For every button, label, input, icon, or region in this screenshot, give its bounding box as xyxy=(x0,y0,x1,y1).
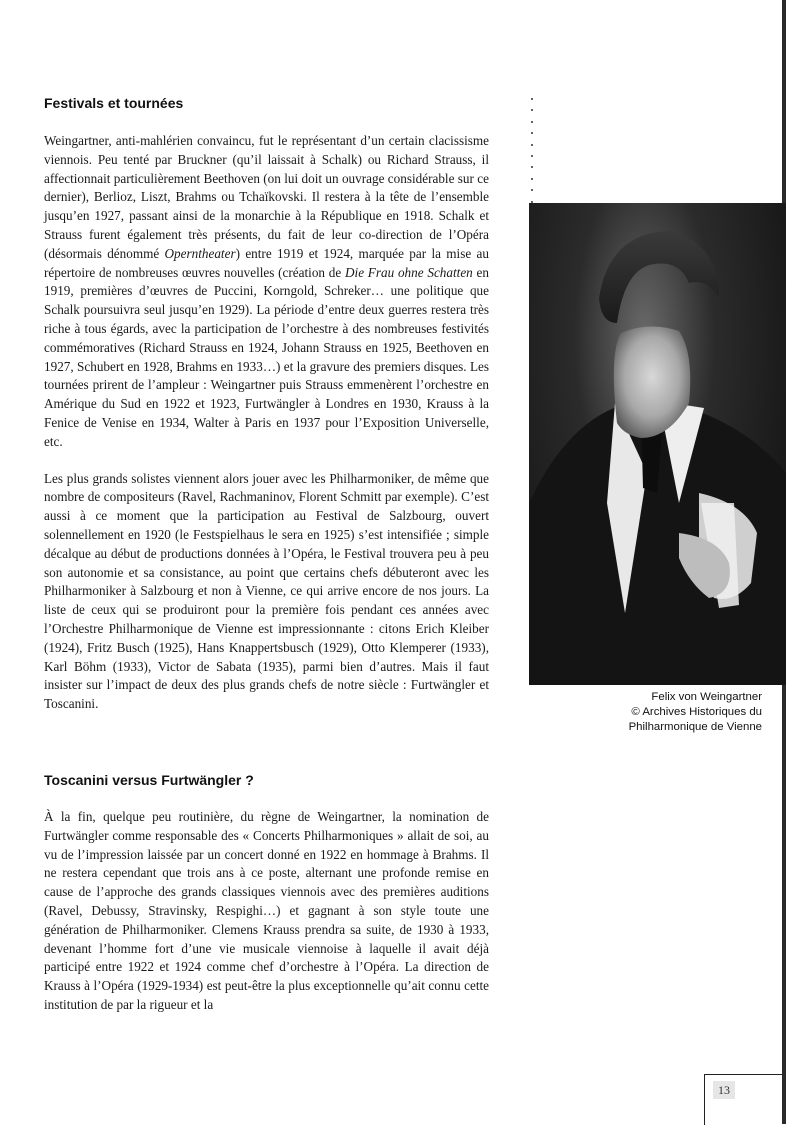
portrait-silhouette xyxy=(529,203,786,685)
section-toscanini-body xyxy=(44,808,489,1015)
portrait-photo xyxy=(529,203,786,685)
caption-line: Felix von Weingartner xyxy=(651,691,762,703)
section-festivals-body xyxy=(44,132,489,714)
caption-line: Philharmonique de Vienne xyxy=(628,721,762,733)
dotted-rule xyxy=(531,98,533,203)
photo-caption xyxy=(560,690,762,735)
caption-line: © Archives Historiques du xyxy=(631,706,762,718)
page-number: 13 xyxy=(713,1081,735,1099)
paragraph: Les plus grands solistes viennent alors jouer avec les Philharmoniker, de même que nombre de compositeurs (Ravel, Rachmaninov, Florent Schmitt par exemple). C’est aussi à ce moment que la participation au Festival de Salzbourg, ouvert solennellement en 1920 (le Festspielhaus le sera en 1925) s’est intensifiée ; simple décalque au début de productions données à l’Opéra, le Festival trouvera peu à peu son autonomie et sa consistance, au point que certains chefs débuteront avec les Philharmoniker à Salzbourg et non à Vienne, ce qui arrive encore de nos jours. La liste de ceux qui se produiront pour la première fois pendant ces années avec l’Orchestre Philharmonique de Vienne est impressionnante : citons Erich Kleiber (1924), Fritz Busch (1925), Hans Knappertsbusch (1929), Otto Klemperer (1933), Karl Böhm (1933), Victor de Sabata (1935), parmi bien d’autres. Mais il faut insister sur l’impact de deux des plus grands chefs de notre siècle : Furtwängler et Toscanini. xyxy=(44,470,489,712)
section-heading-festivals: Festivals et tournées xyxy=(44,95,184,111)
paragraph: Weingartner, anti-mahlérien convaincu, fut le représentant d’un certain clacissisme viennois. Peu tenté par Bruckner (qu’il laissait à Schalk) ou Richard Strauss, il affectionnait particulièrement Beethoven (on lui doit un ouvrage considérable sur ce dernier), Berlioz, Liszt, Brahms ou Tchaïkovski. Il restera à la tête de l’ensemble jusqu’en 1927, passant ainsi de la monarchie à la République en 1918. Schalk et Strauss furent également très présents, du fait de leur co-direction de l’Opéra (désormais dénommé Operntheater) entre 1919 et 1924, marquée par la mise au répertoire de nombreuses œuvres nouvelles (création de Die Frau ohne Schatten en 1919, premières d’œuvres de Puccini, Korngold, Schreker… une politique que Schalk poursuivra seul jusqu’en 1929). La période d’entre deux guerres restera très riche à tous égards, avec la participation de l’orchestre à des nombreuses festivités commémoratives (Richard Strauss en 1924, Johann Strauss en 1925, Beethoven en 1927, Schubert en 1928, Brahms en 1933…) et la gravure des premiers disques. Les tournées prirent de l’ampleur : Weingartner puis Strauss emmenèrent l’orchestre en Amérique du Sud en 1922 et 1923, Furtwängler à Londres en 1930, Krauss à la Fenice de Venise en 1934, Walter à Paris en 1937 pour l’Exposition Universelle, etc. xyxy=(44,133,489,449)
paragraph: À la fin, quelque peu routinière, du règne de Weingartner, la nomination de Furtwängler comme responsable des « Concerts Philharmoniques » allait de soi, au vu de l’impression laissée par un concert donné en 1922 en hommage à Brahms. Il ne restera cependant que trois ans à ce poste, alternant une profonde remise en cause de l’approche des grands classiques viennois avec des premières auditions (Ravel, Debussy, Stravinsky, Respighi…) et gagnant à son style toute une génération de Philharmoniker. Clemens Krauss prendra sa suite, de 1930 à 1933, devenant l’homme fort d’une vie musicale viennoise à laquelle il avait déjà participé entre 1922 et 1924 comme chef d’orchestre à l’Opéra. La direction de Krauss à l’Opéra (1929-1934) est peut-être la plus exceptionnelle qu’ait connu cette institution de par la rigueur et la xyxy=(44,809,489,1012)
section-heading-toscanini: Toscanini versus Furtwängler ? xyxy=(44,772,254,788)
